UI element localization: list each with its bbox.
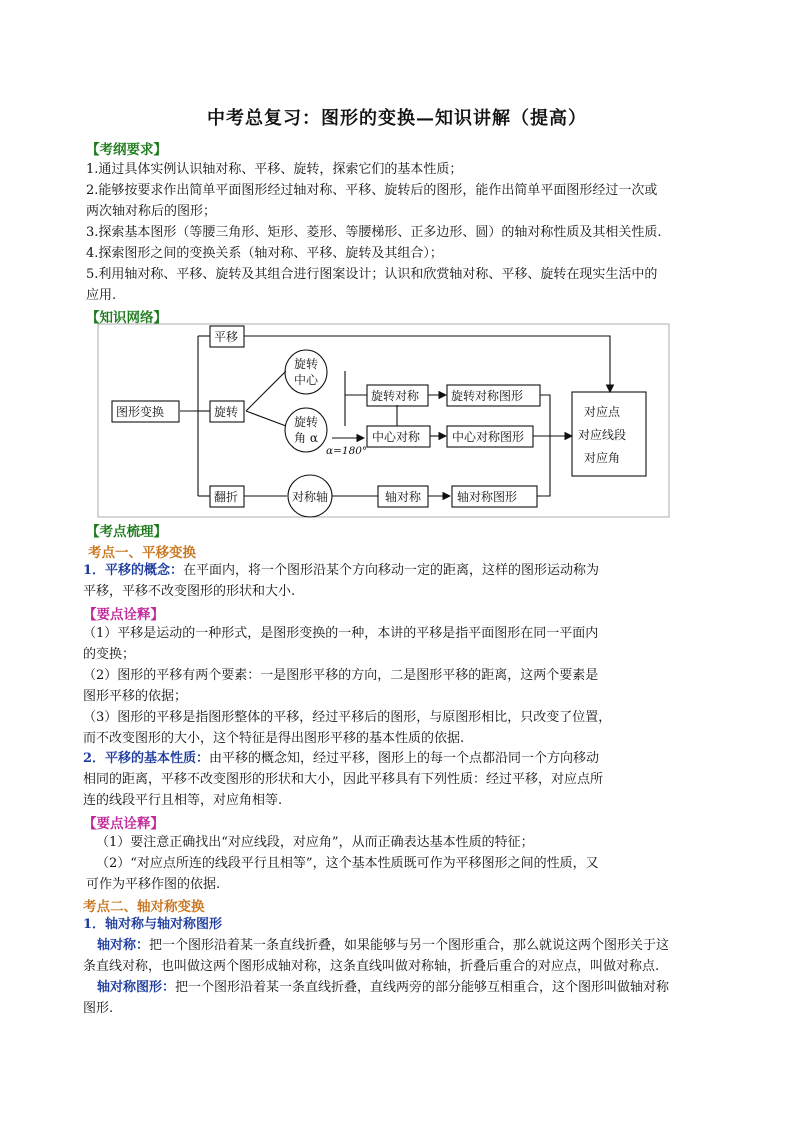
note1-line-4: 图形平移的依据； xyxy=(83,689,188,704)
p4-line-b: 条直线对称，也叫做这两个图形成轴对称，这条直线叫做对称轴，折叠后重合的对应点，叫做对称点. xyxy=(83,959,660,974)
node-axis-sym: 轴对称 xyxy=(385,490,422,504)
kaogang-line-7: 应用. xyxy=(86,288,117,303)
note1-line-3: （2）图形的平移有两个要素：一是图形平移的方向，二是图形平移的距离，这两个要素是 xyxy=(83,668,599,683)
topic-1-heading: 考点一、平移变换 xyxy=(88,545,196,561)
p4-text-a: 把一个图形沿着某一条直线折叠，如果能够与另一个图形重合，那么就说这两个图形关于这 xyxy=(149,938,670,953)
note1-line-2: 的变换； xyxy=(83,647,136,662)
p2-label: 2．平移的基本性质： xyxy=(83,751,210,766)
node-transform: 图形变换 xyxy=(116,405,165,419)
node-rot-angle-1: 旋转 xyxy=(294,415,319,429)
p5-line-b: 图形. xyxy=(83,1001,114,1016)
node-corr-angle: 对应角 xyxy=(584,451,621,465)
section-heading-network: 【知识网络】 xyxy=(86,310,167,326)
node-center-sym: 中心对称 xyxy=(372,430,421,444)
note1-line-6: 而不改变图形的大小，这个特征是得出图形平移的基本性质的依据. xyxy=(83,731,465,746)
label-alpha-180: α=180° xyxy=(326,445,368,457)
p5-text-a: 把一个图形沿着某一条直线折叠，直线两旁的部分能够互相重合，这个图形叫做轴对称 xyxy=(175,980,670,995)
p5-label: 轴对称图形： xyxy=(97,980,176,995)
note1-line-5: （3）图形的平移是指图形整体的平移，经过平移后的图形，与原图形相比，只改变了位置， xyxy=(83,710,612,725)
node-rot-sym-fig: 旋转对称图形 xyxy=(451,389,524,403)
node-corr-point: 对应点 xyxy=(584,405,621,419)
topic-2-heading: 考点二、轴对称变换 xyxy=(83,899,205,915)
p5-line-a xyxy=(97,978,669,998)
p2-line-a xyxy=(83,749,599,769)
p2-line-b: 相同的距离，平移不改变图形的形状和大小，因此平移具有下列性质：经过平移，对应点所 xyxy=(83,772,604,787)
note2-line-3: 可作为平移作图的依据. xyxy=(86,877,221,892)
p2-line-c: 连的线段平行且相等，对应角相等. xyxy=(83,793,283,808)
section-heading-kaogang: 【考纲要求】 xyxy=(86,142,167,158)
note-heading-2: 【要点诠释】 xyxy=(83,816,164,832)
note1-line-1: （1）平移是运动的一种形式，是图形变换的一种，本讲的平移是指平面图形在同一平面内 xyxy=(83,626,599,641)
node-corr-seg: 对应线段 xyxy=(578,428,627,442)
kaogang-line-5: 4.探索图形之间的变换关系（轴对称、平移、旋转及其组合）； xyxy=(86,246,443,261)
kaogang-line-1: 1.通过具体实例认识轴对称、平移、旋转，探索它们的基本性质； xyxy=(86,162,463,177)
p3-heading: 1．轴对称与轴对称图形 xyxy=(83,917,223,932)
p4-line-a xyxy=(97,936,669,956)
p1-line-b: 平移，平移不改变图形的形状和大小. xyxy=(83,584,296,599)
node-rot-center-1: 旋转 xyxy=(294,357,319,371)
node-translate: 平移 xyxy=(214,330,239,344)
kaogang-line-4: 3.探索基本图形（等腰三角形、矩形、菱形、等腰梯形、正多边形、圆）的轴对称性质及其相关性质. xyxy=(86,225,662,240)
kaogang-line-3: 两次轴对称后的图形； xyxy=(86,204,217,219)
note-heading-1: 【要点诠释】 xyxy=(83,607,164,623)
node-rot-sym: 旋转对称 xyxy=(371,389,420,403)
p4-label: 轴对称： xyxy=(97,938,150,953)
note2-line-2: （2）“对应点所连的线段平行且相等”，这个基本性质既可作为平移图形之间的性质，又 xyxy=(96,856,599,871)
page-title: 中考总复习：图形的变换—知识讲解（提高） xyxy=(207,108,587,129)
node-center-sym-fig: 中心对称图形 xyxy=(452,430,525,444)
node-axis-sym-fig: 轴对称图形 xyxy=(457,490,518,504)
p1-text-a: 在平面内，将一个图形沿某个方向移动一定的距离，这样的图形运动称为 xyxy=(183,563,600,578)
note2-line-1: （1）要注意正确找出“对应线段，对应角”，从而正确表达基本性质的特征； xyxy=(96,835,534,850)
kaogang-line-2: 2.能够按要求作出简单平面图形经过轴对称、平移、旋转后的图形，能作出简单平面图形经过一次或 xyxy=(86,183,658,198)
node-rot-angle-2: 角 α xyxy=(294,431,318,445)
node-rot-center-2: 中心 xyxy=(294,373,319,387)
section-heading-kaodian: 【考点梳理】 xyxy=(86,524,167,540)
node-rotate: 旋转 xyxy=(214,405,239,419)
p1-label: 1．平移的概念： xyxy=(83,563,184,578)
node-flip: 翻折 xyxy=(214,490,239,504)
p2-text-a: 由平移的概念知，经过平移，图形上的每一个点都沿同一个方向移动 xyxy=(209,751,600,766)
node-sym-axis: 对称轴 xyxy=(292,490,329,504)
p1-line-a xyxy=(83,561,599,581)
kaogang-line-6: 5.利用轴对称、平移、旋转及其组合进行图案设计；认识和欣赏轴对称、平移、旋转在现实生活中的 xyxy=(86,267,658,282)
